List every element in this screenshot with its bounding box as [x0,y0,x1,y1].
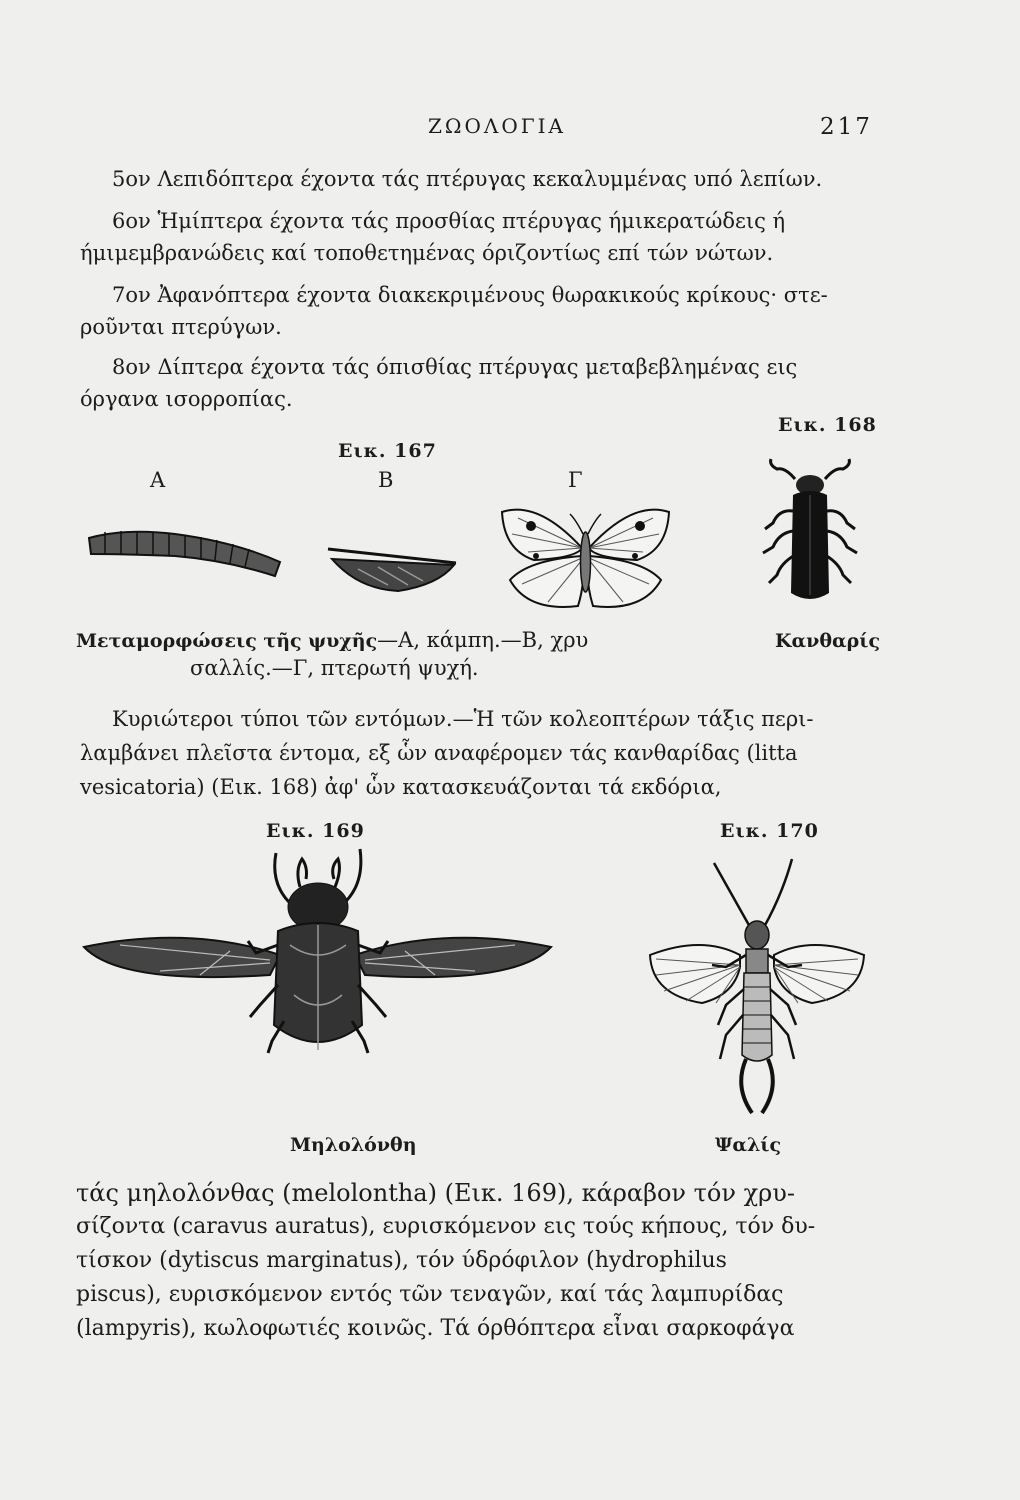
figure-caption-168: Κανθαρίς [775,630,881,652]
cockchafer-illustration [80,845,555,1055]
text-line: 5ον Λεπιδόπτερα έχοντα τάς πτέρυγας κεκαλυμμένας υπό λεπίων. [112,167,823,191]
butterfly-illustration [498,500,673,615]
text-line: λαμβάνει πλεῖστα έντομα, εξ ὧν αναφέρομεν τάς κανθαρίδας (litta [80,741,798,765]
text-line: vesicatoria) (Εικ. 168) ἀφ' ὧν κατασκευάζονται τά εκδόρια, [80,775,722,799]
text-line: 8ον Δίπτερα έχοντα τάς όπισθίας πτέρυγας μεταβεβλημένας εις [112,355,798,379]
text-line: (lampyris), κωλοφωτιές κοινῶς. Τά όρθόπτερα εἶναι σαρκοφάγα [76,1316,795,1341]
page-number: 217 [820,114,873,140]
caption-text: —Α, κάμπη.—Β, χρυ [377,628,589,652]
text-line: ήμιμεμβρανώδεις καί τοποθετημένας όριζοντίως επί τών νώτων. [80,241,774,265]
blister-beetle-illustration [755,455,865,605]
text-line: τάς μηλολόνθας (melolontha) (Εικ. 169), κάραβον τόν χρυ- [76,1179,795,1207]
caterpillar-illustration [85,520,285,580]
text-line: τίσκον (dytiscus marginatus), τόν ύδρόφιλον (hydrophilus [76,1248,727,1273]
text-line: 6ον Ἡμίπτερα έχοντα τάς προσθίας πτέρυγας ήμικερατώδεις ή [112,209,786,233]
figure-caption-167-line2: σαλλίς.—Γ, πτερωτή ψυχή. [190,656,479,680]
chrysalis-illustration [328,545,458,595]
figure-caption-167 [76,628,588,652]
figure-caption-170: Ψαλίς [715,1134,782,1156]
figure-part-a: Α [150,468,166,492]
text-line: σίζοντα (caravus auratus), ευρισκόμενον εις τούς κήπους, τόν δυ- [76,1214,816,1239]
text-line: 7ον Ἀφανόπτερα έχοντα διακεκριμένους θωρακικούς κρίκους· στε- [112,283,828,307]
text-line: Κυριώτεροι τύποι τῶν εντόμων.—Ἡ τῶν κολεοπτέρων τάξις περι- [112,707,814,731]
figure-label-170: Εικ. 170 [720,820,819,842]
figure-label-168: Εικ. 168 [778,414,877,436]
earwig-illustration [642,855,872,1120]
figure-part-c: Γ [568,468,583,492]
figure-caption-169: Μηλολόνθη [290,1134,417,1156]
figure-label-169: Εικ. 169 [266,820,365,842]
figure-label-167: Εικ. 167 [338,440,437,462]
text-line: piscus), ευρισκόμενον εντός τῶν τεναγῶν, καί τάς λαμπυρίδας [76,1282,784,1307]
caption-title: Μεταμορφώσεις τῆς ψυχῆς [76,630,378,652]
figure-part-b: Β [378,468,394,492]
running-header: ΖΩΟΛΟΓΙΑ [428,114,566,138]
text-line: ροῦνται πτερύγων. [80,315,282,339]
text-line: όργανα ισορροπίας. [80,387,293,411]
